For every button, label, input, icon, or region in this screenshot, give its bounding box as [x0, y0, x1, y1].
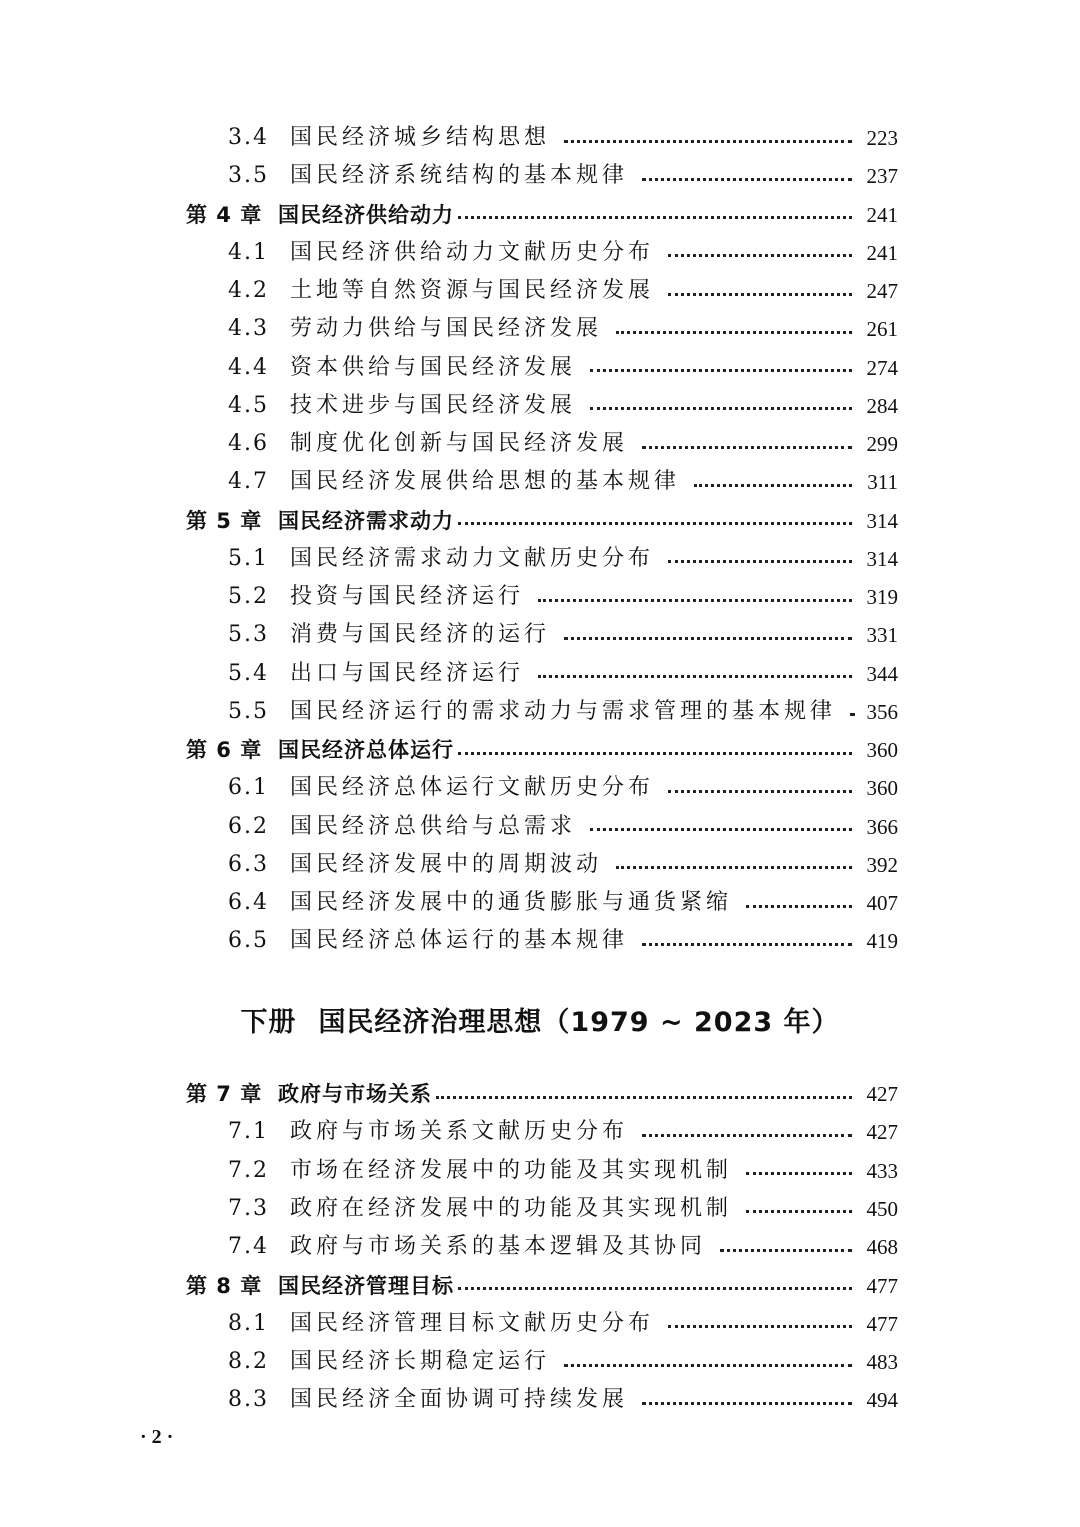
- entry-page-number: 284: [866, 393, 898, 418]
- entry-number: 6.2: [228, 813, 269, 839]
- entry-page-number: 427: [866, 1120, 898, 1145]
- entry-page-number: 314: [866, 508, 898, 533]
- section-entry: [186, 387, 898, 425]
- entry-number: 第 8 章: [186, 1273, 263, 1298]
- section-entry: [186, 1305, 898, 1343]
- entry-page-number: 407: [866, 891, 898, 915]
- entry-title: 国民经济全面协调可持续发展: [290, 1387, 629, 1413]
- entry-page-number: 223: [866, 126, 898, 150]
- section-entry: [186, 655, 898, 693]
- entry-title: 国民经济供给动力文献历史分布: [290, 239, 655, 265]
- entry-page-number: 483: [866, 1350, 898, 1375]
- entry-page-number: 468: [866, 1235, 898, 1260]
- entry-title: 资本供给与国民经济发展: [290, 354, 577, 380]
- dot-leader: [668, 1323, 852, 1328]
- entry-title: 消费与国民经济的运行: [290, 622, 551, 648]
- entry-number: 第 5 章: [186, 508, 263, 533]
- entry-number: 6.5: [228, 928, 269, 954]
- entry-number: 4.5: [228, 392, 269, 418]
- entry-page-number: 274: [866, 355, 898, 380]
- dot-leader: [746, 903, 852, 908]
- dot-leader: [458, 214, 852, 219]
- entry-title: 政府与市场关系: [278, 1082, 432, 1106]
- entry-page-number: 419: [866, 929, 898, 954]
- entry-number: 5.5: [228, 698, 269, 724]
- section-entry: [186, 1113, 898, 1151]
- dot-leader: [850, 711, 852, 716]
- entry-number: 6.4: [228, 890, 269, 915]
- dot-leader: [564, 1362, 852, 1367]
- entry-title: 政府与市场关系文献历史分布: [290, 1119, 629, 1145]
- dot-leader: [436, 1094, 852, 1099]
- dot-leader: [616, 329, 852, 334]
- entry-page-number: 247: [866, 279, 898, 303]
- dot-leader: [458, 1285, 852, 1290]
- entry-title: 制度优化创新与国民经济发展: [290, 431, 629, 456]
- dot-leader: [720, 1247, 852, 1252]
- chapter-entry: [186, 196, 898, 234]
- dot-leader: [694, 482, 852, 487]
- entry-title: 国民经济长期稳定运行: [290, 1349, 551, 1375]
- section-entry: [186, 616, 898, 654]
- dot-leader: [668, 558, 852, 563]
- dot-leader: [458, 520, 852, 525]
- section-entry: [186, 578, 898, 616]
- entry-page-number: 344: [866, 661, 898, 686]
- entry-title: 劳动力供给与国民经济发展: [290, 316, 603, 342]
- entry-number: 3.4: [228, 125, 269, 150]
- entry-number: 4.2: [228, 278, 269, 303]
- dot-leader: [564, 138, 852, 143]
- entry-title: 国民经济供给动力: [278, 202, 454, 227]
- entry-number: 5.2: [228, 584, 269, 609]
- section-entry: [186, 463, 898, 501]
- entry-title: 国民经济系统结构的基本规律: [290, 163, 629, 189]
- dot-leader: [668, 788, 852, 793]
- section-entry: [186, 1152, 898, 1190]
- entry-page-number: 392: [866, 852, 898, 877]
- dot-leader: [746, 1170, 852, 1175]
- dot-leader: [642, 941, 852, 946]
- entry-title: 国民经济总供给与总需求: [290, 813, 577, 839]
- part-heading-label: 下册: [240, 1007, 297, 1038]
- entry-title: 国民经济管理目标: [278, 1273, 454, 1298]
- entry-page-number: 299: [866, 432, 898, 456]
- entry-page-number: 450: [866, 1196, 898, 1221]
- entry-number: 第 4 章: [186, 202, 263, 227]
- part-heading-title: 国民经济治理思想（1979 ~ 2023 年）: [318, 1007, 840, 1038]
- entry-number: 7.3: [228, 1195, 269, 1221]
- section-entry: [186, 119, 898, 157]
- entry-page-number: 477: [866, 1273, 898, 1298]
- dot-leader: [642, 444, 852, 449]
- entry-number: 7.2: [228, 1157, 269, 1183]
- section-entry: [186, 846, 898, 884]
- section-entry: [186, 769, 898, 807]
- entry-page-number: 311: [867, 470, 898, 495]
- chapter-entry: [186, 1075, 898, 1113]
- page-number: · 2 ·: [140, 1426, 174, 1448]
- section-entry: [186, 540, 898, 578]
- chapter-entry: [186, 731, 898, 769]
- entry-page-number: 331: [866, 623, 898, 648]
- entry-title: 国民经济总体运行文献历史分布: [290, 775, 655, 801]
- section-entry: [186, 884, 898, 922]
- entry-title: 国民经济需求动力文献历史分布: [290, 545, 655, 571]
- entry-page-number: 237: [866, 164, 898, 189]
- entry-title: 国民经济城乡结构思想: [290, 125, 551, 150]
- entry-number: 8.1: [228, 1310, 269, 1336]
- entry-title: 政府在经济发展中的功能及其实现机制: [290, 1195, 733, 1221]
- entry-number: 7.1: [228, 1119, 269, 1145]
- entry-number: 6.3: [228, 851, 269, 877]
- entry-page-number: 241: [866, 240, 898, 265]
- part-heading: [0, 1000, 1080, 1039]
- entry-title: 国民经济管理目标文献历史分布: [290, 1310, 655, 1336]
- entry-title: 技术进步与国民经济发展: [290, 392, 577, 418]
- entry-page-number: 360: [866, 738, 898, 762]
- entry-number: 8.3: [228, 1387, 269, 1413]
- entry-title: 国民经济发展中的周期波动: [290, 851, 603, 877]
- entry-title: 国民经济运行的需求动力与需求管理的基本规律: [290, 698, 837, 724]
- entry-page-number: 360: [866, 776, 898, 801]
- entry-title: 国民经济需求动力: [278, 508, 454, 533]
- entry-number: 第 6 章: [186, 738, 263, 762]
- entry-number: 5.1: [228, 545, 269, 571]
- dot-leader: [642, 176, 852, 181]
- entry-title: 土地等自然资源与国民经济发展: [290, 278, 655, 303]
- entry-title: 国民经济总体运行的基本规律: [290, 928, 629, 954]
- dot-leader: [590, 405, 852, 410]
- section-entry: [186, 693, 898, 731]
- entry-page-number: 477: [866, 1311, 898, 1336]
- entry-number: 6.1: [228, 775, 269, 801]
- entry-page-number: 433: [866, 1158, 898, 1183]
- entry-page-number: 356: [866, 699, 898, 724]
- chapter-entry: [186, 502, 898, 540]
- dot-leader: [590, 367, 852, 372]
- entry-page-number: 427: [866, 1082, 898, 1106]
- section-entry: [186, 349, 898, 387]
- dot-leader: [458, 750, 852, 755]
- section-entry: [186, 234, 898, 272]
- dot-leader: [538, 673, 852, 678]
- dot-leader: [668, 252, 852, 257]
- entry-title: 国民经济总体运行: [278, 738, 454, 762]
- entry-page-number: 319: [866, 585, 898, 609]
- dot-leader: [616, 864, 852, 869]
- entry-number: 4.3: [228, 316, 269, 342]
- section-entry: [186, 808, 898, 846]
- entry-page-number: 366: [866, 814, 898, 839]
- entry-number: 4.4: [228, 354, 269, 380]
- section-entry: [186, 1381, 898, 1419]
- entry-title: 政府与市场关系的基本逻辑及其协同: [290, 1234, 707, 1260]
- section-entry: [186, 1190, 898, 1228]
- dot-leader: [564, 635, 852, 640]
- dot-leader: [642, 1400, 852, 1405]
- dot-leader: [668, 291, 852, 296]
- section-entry: [186, 310, 898, 348]
- entry-number: 8.2: [228, 1349, 269, 1375]
- entry-title: 市场在经济发展中的功能及其实现机制: [290, 1157, 733, 1183]
- entry-number: 第 7 章: [186, 1082, 263, 1106]
- entry-number: 5.3: [228, 622, 269, 648]
- entry-number: 3.5: [228, 163, 269, 189]
- entry-number: 4.6: [228, 431, 269, 456]
- entry-number: 4.7: [228, 469, 269, 495]
- dot-leader: [746, 1208, 852, 1213]
- entry-page-number: 241: [866, 202, 898, 227]
- dot-leader: [538, 597, 852, 602]
- section-entry: [186, 425, 898, 463]
- chapter-entry: [186, 1267, 898, 1305]
- dot-leader: [590, 826, 852, 831]
- section-entry: [186, 157, 898, 195]
- entry-number: 4.1: [228, 239, 269, 265]
- entry-number: 7.4: [228, 1234, 269, 1260]
- entry-title: 国民经济发展供给思想的基本规律: [290, 469, 681, 495]
- section-entry: [186, 272, 898, 310]
- entry-title: 投资与国民经济运行: [290, 584, 525, 609]
- section-entry: [186, 1228, 898, 1266]
- section-entry: [186, 922, 898, 960]
- entry-page-number: 494: [866, 1388, 898, 1413]
- section-entry: [186, 1343, 898, 1381]
- dot-leader: [642, 1132, 852, 1137]
- entry-page-number: 261: [866, 317, 898, 342]
- entry-title: 出口与国民经济运行: [290, 660, 525, 686]
- entry-number: 5.4: [228, 660, 269, 686]
- entry-title: 国民经济发展中的通货膨胀与通货紧缩: [290, 890, 733, 915]
- entry-page-number: 314: [866, 546, 898, 571]
